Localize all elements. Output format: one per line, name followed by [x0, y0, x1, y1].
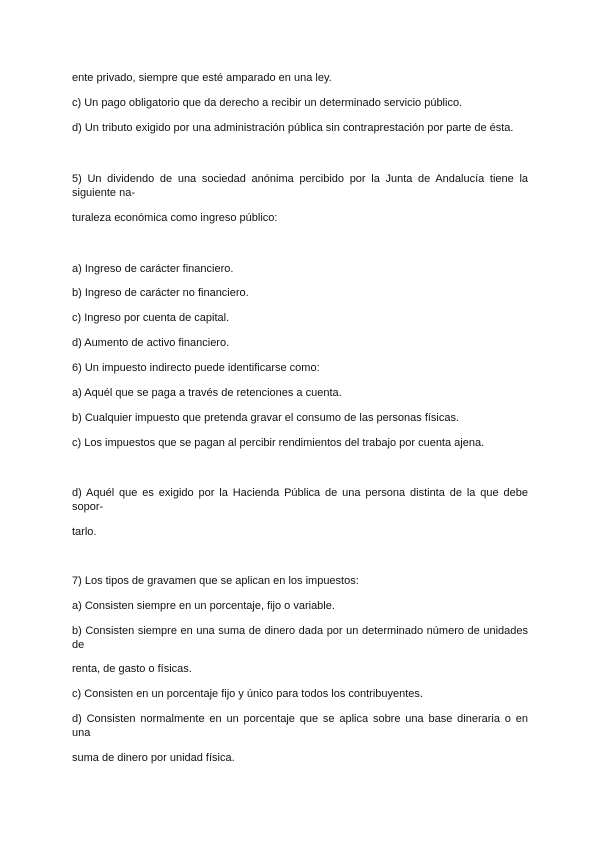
option-line: d) Aquél que es exigido por la Hacienda Pública de una persona distinta de la que debe	[72, 487, 528, 499]
text-line: sopor-	[72, 501, 104, 513]
option-line: d) Aumento de activo financiero.	[72, 337, 230, 349]
text-line: turaleza económica como ingreso público:	[72, 212, 278, 224]
question-6-line: 6) Un impuesto indirecto puede identificarse como:	[72, 362, 320, 374]
option-line: d) Consisten normalmente en un porcentaje que se aplica sobre una base dineraria o en	[72, 713, 528, 725]
text-line: una	[72, 727, 91, 739]
question-7-line: 7) Los tipos de gravamen que se aplican en los impuestos:	[72, 575, 359, 587]
text-line: d) Un tributo exigido por una administración pública sin contraprestación por parte de ésta.	[72, 122, 514, 134]
text-line: de	[72, 639, 85, 651]
option-line: b) Consisten siempre en una suma de dinero dada por un determinado número de unidades	[72, 625, 528, 637]
text-line: ente privado, siempre que esté amparado en una ley.	[72, 72, 332, 84]
option-line: c) Consisten en un porcentaje fijo y único para todos los contribuyentes.	[72, 688, 423, 700]
text-line: siguiente na-	[72, 187, 135, 199]
option-line: b) Ingreso de carácter no financiero.	[72, 287, 249, 299]
text-line: c) Un pago obligatorio que da derecho a recibir un determinado servicio público.	[72, 97, 463, 109]
option-line: a) Aquél que se paga a través de retenciones a cuenta.	[72, 387, 342, 399]
question-5-line: 5) Un dividendo de una sociedad anónima percibido por la Junta de Andalucía tiene la	[72, 173, 528, 185]
text-line: renta, de gasto o físicas.	[72, 663, 192, 675]
text-line: tarlo.	[72, 526, 97, 538]
text-line: suma de dinero por unidad física.	[72, 752, 235, 764]
option-line: a) Consisten siempre en un porcentaje, fijo o variable.	[72, 600, 335, 612]
option-line: a) Ingreso de carácter financiero.	[72, 263, 234, 275]
option-line: c) Los impuestos que se pagan al percibir rendimientos del trabajo por cuenta ajena.	[72, 437, 485, 449]
option-line: c) Ingreso por cuenta de capital.	[72, 312, 230, 324]
option-line: b) Cualquier impuesto que pretenda gravar el consumo de las personas físicas.	[72, 412, 460, 424]
